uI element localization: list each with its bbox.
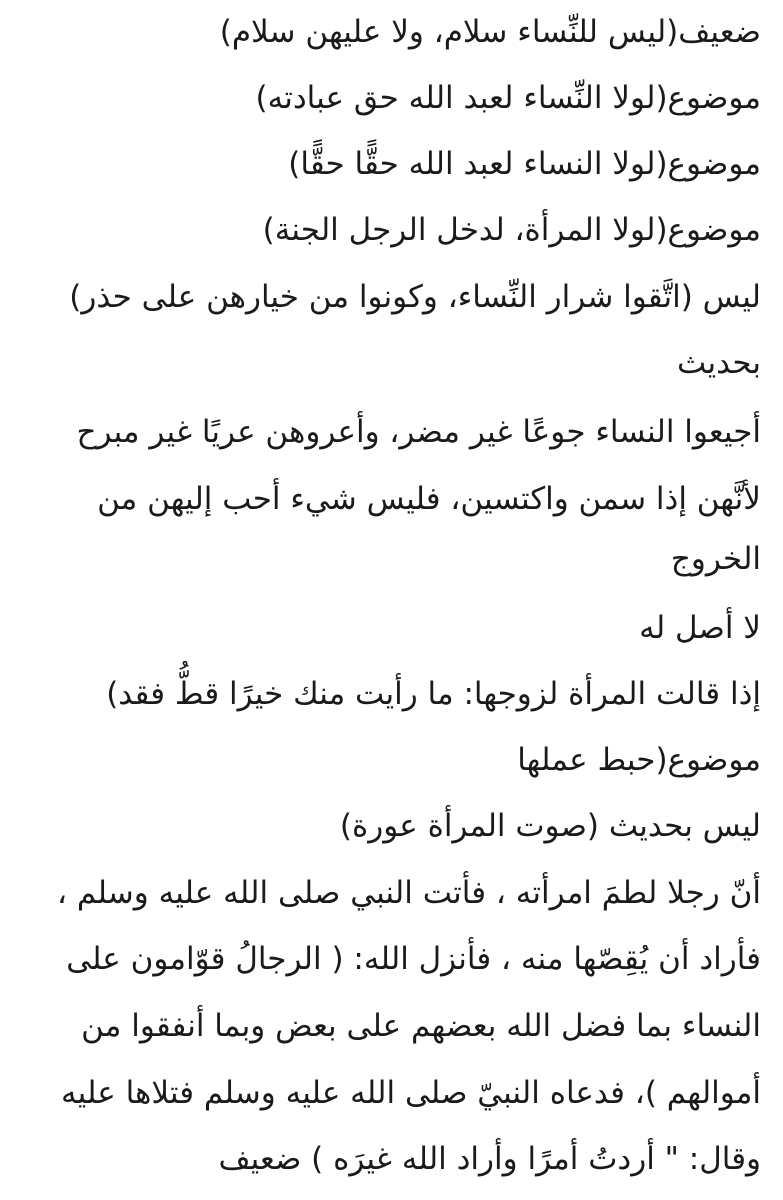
text-line-8: لأنَّهن إذا سمن واكتسين، فليس شيء أحب إليهن من — [97, 481, 761, 517]
text-line-12: موضوع(حبط عملها — [517, 742, 761, 778]
text-line-10: لا أصل له — [639, 610, 761, 646]
text-line-7: أجيعوا النساء جوعًا غير مضر، وأعروهن عريًا غير مبرح — [76, 414, 761, 450]
text-line-5: ليس (اتَّقوا شرار النِّساء، وكونوا من خيارهن على حذر) — [69, 279, 761, 315]
text-line-1: ضعيف(ليس للنِّساء سلام، ولا عليهن سلام) — [219, 14, 761, 50]
text-line-16: النساء بما فضل الله بعضهم على بعض وبما أنفقوا من — [81, 1008, 761, 1044]
text-line-17: أموالهم )، فدعاه النبيّ صلى الله عليه وسلم فتلاها عليه — [60, 1075, 761, 1111]
text-line-2: موضوع(لولا النِّساء لعبد الله حق عبادته) — [255, 80, 761, 116]
text-line-11: إذا قالت المرأة لزوجها: ما رأيت منك خيرًا قطُّ فقد) — [106, 676, 761, 712]
text-line-13: ليس بحديث (صوت المرأة عورة) — [339, 808, 761, 844]
text-line-18: وقال: " أردتُ أمرًا وأراد الله غيرَه ) ضعيف — [218, 1141, 761, 1177]
text-line-4: موضوع(لولا المرأة، لدخل الرجل الجنة) — [262, 212, 761, 248]
text-line-9: الخروج — [670, 541, 761, 577]
text-line-6: بحديث — [677, 345, 761, 381]
text-line-15: فأراد أن يُقِصّها منه ، فأنزل الله: ( الرجالُ قوّامون على — [66, 941, 761, 977]
text-line-14: أنّ رجلا لطمَ امرأته ، فأتت النبي صلى الله عليه وسلم ، — [57, 875, 761, 911]
text-line-3: موضوع(لولا النساء لعبد الله حقًّا حقًّا) — [288, 146, 761, 182]
